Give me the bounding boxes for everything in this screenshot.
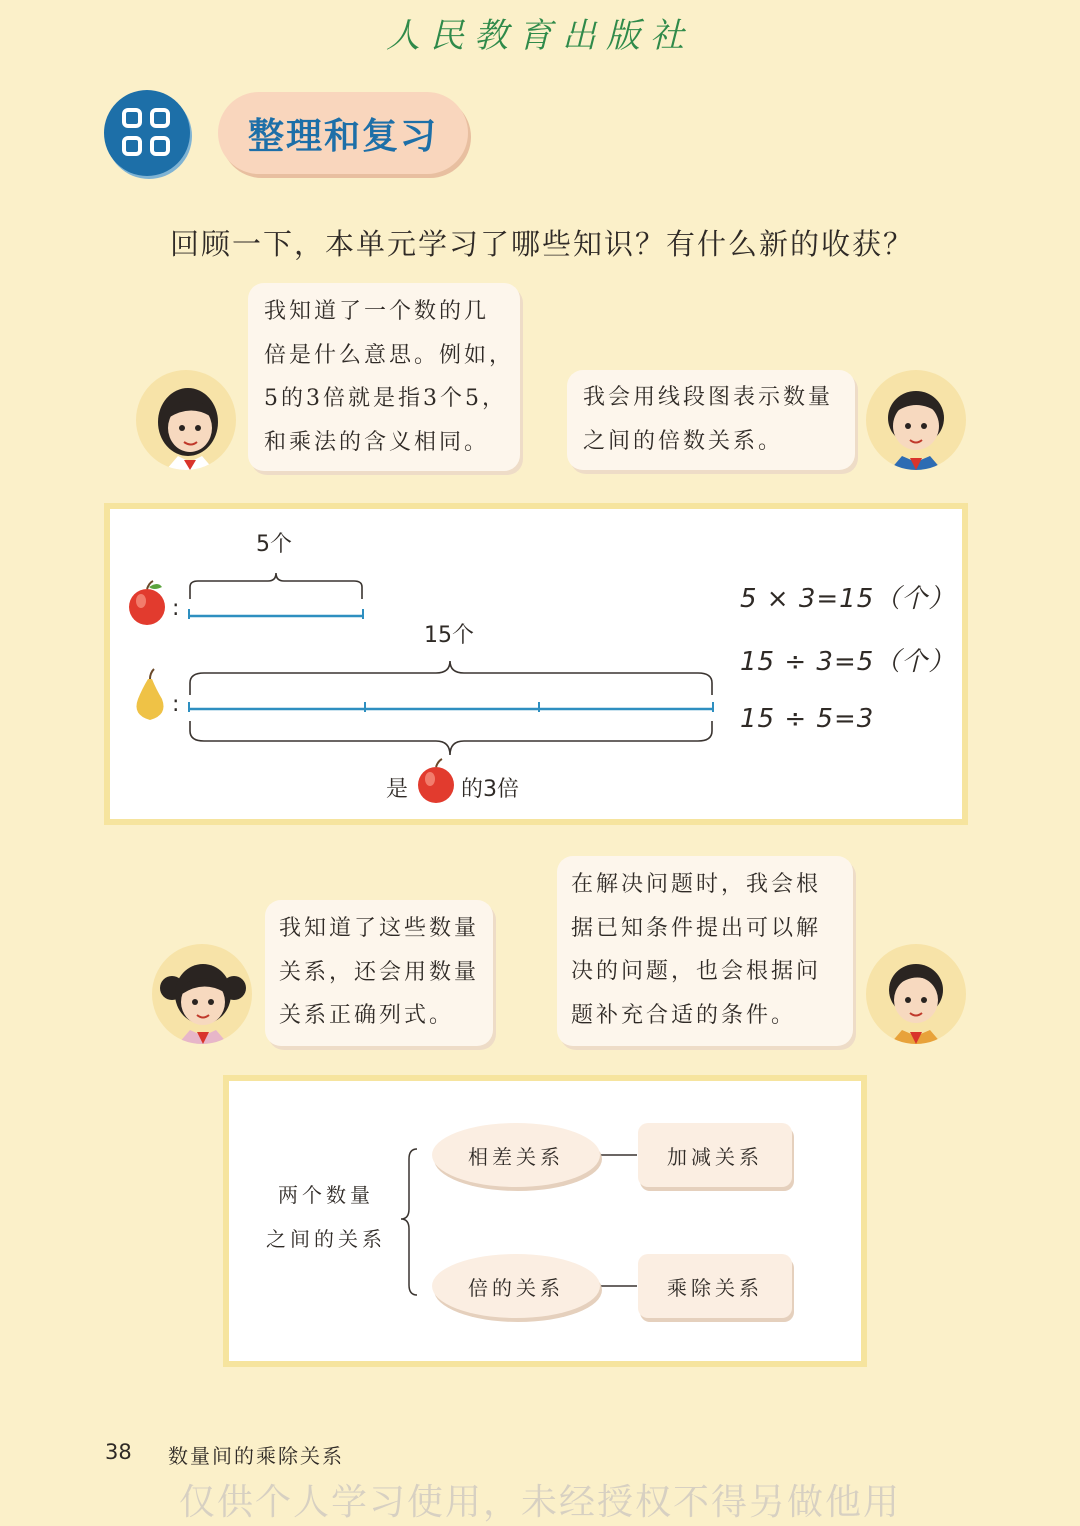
pear-colon: : xyxy=(172,692,180,717)
chapter-title: 数量间的乘除关系 xyxy=(168,1444,344,1468)
bubble-line: 题补充合适的条件。 xyxy=(571,1002,797,1028)
apple-count-label: 5个 xyxy=(256,532,292,557)
girl-avatar xyxy=(152,944,252,1044)
bubble-line: 我知道了这些数量 xyxy=(279,916,480,941)
equation: 15 ÷ 5=3 xyxy=(740,704,875,734)
bubble-line: 决的问题，也会根据问 xyxy=(571,959,822,984)
operation-node: 乘除关系 xyxy=(638,1254,792,1318)
bottom-label-suffix: 的3倍 xyxy=(461,777,519,802)
speech-bubble-girl-1 xyxy=(248,283,520,471)
bottom-label-prefix: 是 xyxy=(386,777,409,802)
speech-bubble-girl-2 xyxy=(265,900,493,1046)
speech-bubble-boy-1 xyxy=(567,370,855,470)
bubble-line: 在解决问题时，我会根 xyxy=(571,872,822,897)
bubble-line: 据已知条件提出可以解 xyxy=(571,915,822,941)
pear-count-label: 15个 xyxy=(424,623,474,648)
apple-brace xyxy=(190,573,362,599)
relation-node: 相差关系 xyxy=(432,1123,600,1187)
concept-map-root xyxy=(258,1173,394,1261)
pear-brace-bottom xyxy=(190,721,712,755)
page-number: 38 xyxy=(105,1440,132,1464)
root-line: 两个数量 xyxy=(278,1183,374,1207)
pear-brace-top xyxy=(190,661,712,695)
bubble-line: 和乘法的含义相同。 xyxy=(264,429,490,455)
bubble-line: 倍是什么意思。例如， xyxy=(264,342,515,368)
bubble-line: 我会用线段图表示数量 xyxy=(583,385,834,410)
bubble-line: 之间的倍数关系。 xyxy=(583,428,784,454)
apple-icon xyxy=(418,759,454,803)
apple-colon: : xyxy=(172,596,180,621)
bubble-line: 关系正确列式。 xyxy=(279,1003,455,1028)
pear-icon xyxy=(137,669,164,720)
watermark: 仅供个人学习使用，未经授权不得另做他用 xyxy=(178,1482,901,1523)
operation-node: 加减关系 xyxy=(638,1123,792,1187)
intro-question: 回顾一下，本单元学习了哪些知识？有什么新的收获？ xyxy=(170,227,915,261)
bubble-line: 我知道了一个数的几 xyxy=(264,299,490,324)
equation: 15 ÷ 3=5（个） xyxy=(740,647,956,677)
four-squares-icon xyxy=(104,90,190,176)
girl-avatar xyxy=(136,370,236,470)
boy-avatar xyxy=(866,370,966,470)
bubble-line: 关系，还会用数量 xyxy=(279,959,480,985)
root-line: 之间的关系 xyxy=(266,1227,386,1251)
apple-icon xyxy=(129,581,165,625)
relation-node: 倍的关系 xyxy=(432,1254,600,1318)
equation: 5 × 3=15（个） xyxy=(740,584,956,614)
boy-avatar xyxy=(866,944,966,1044)
publisher-logo: 人民教育出版社 xyxy=(386,16,694,56)
speech-bubble-boy-2 xyxy=(557,856,853,1046)
section-title: 整理和复习 xyxy=(218,92,468,174)
bubble-line: 5的3倍就是指3个5， xyxy=(264,386,507,411)
